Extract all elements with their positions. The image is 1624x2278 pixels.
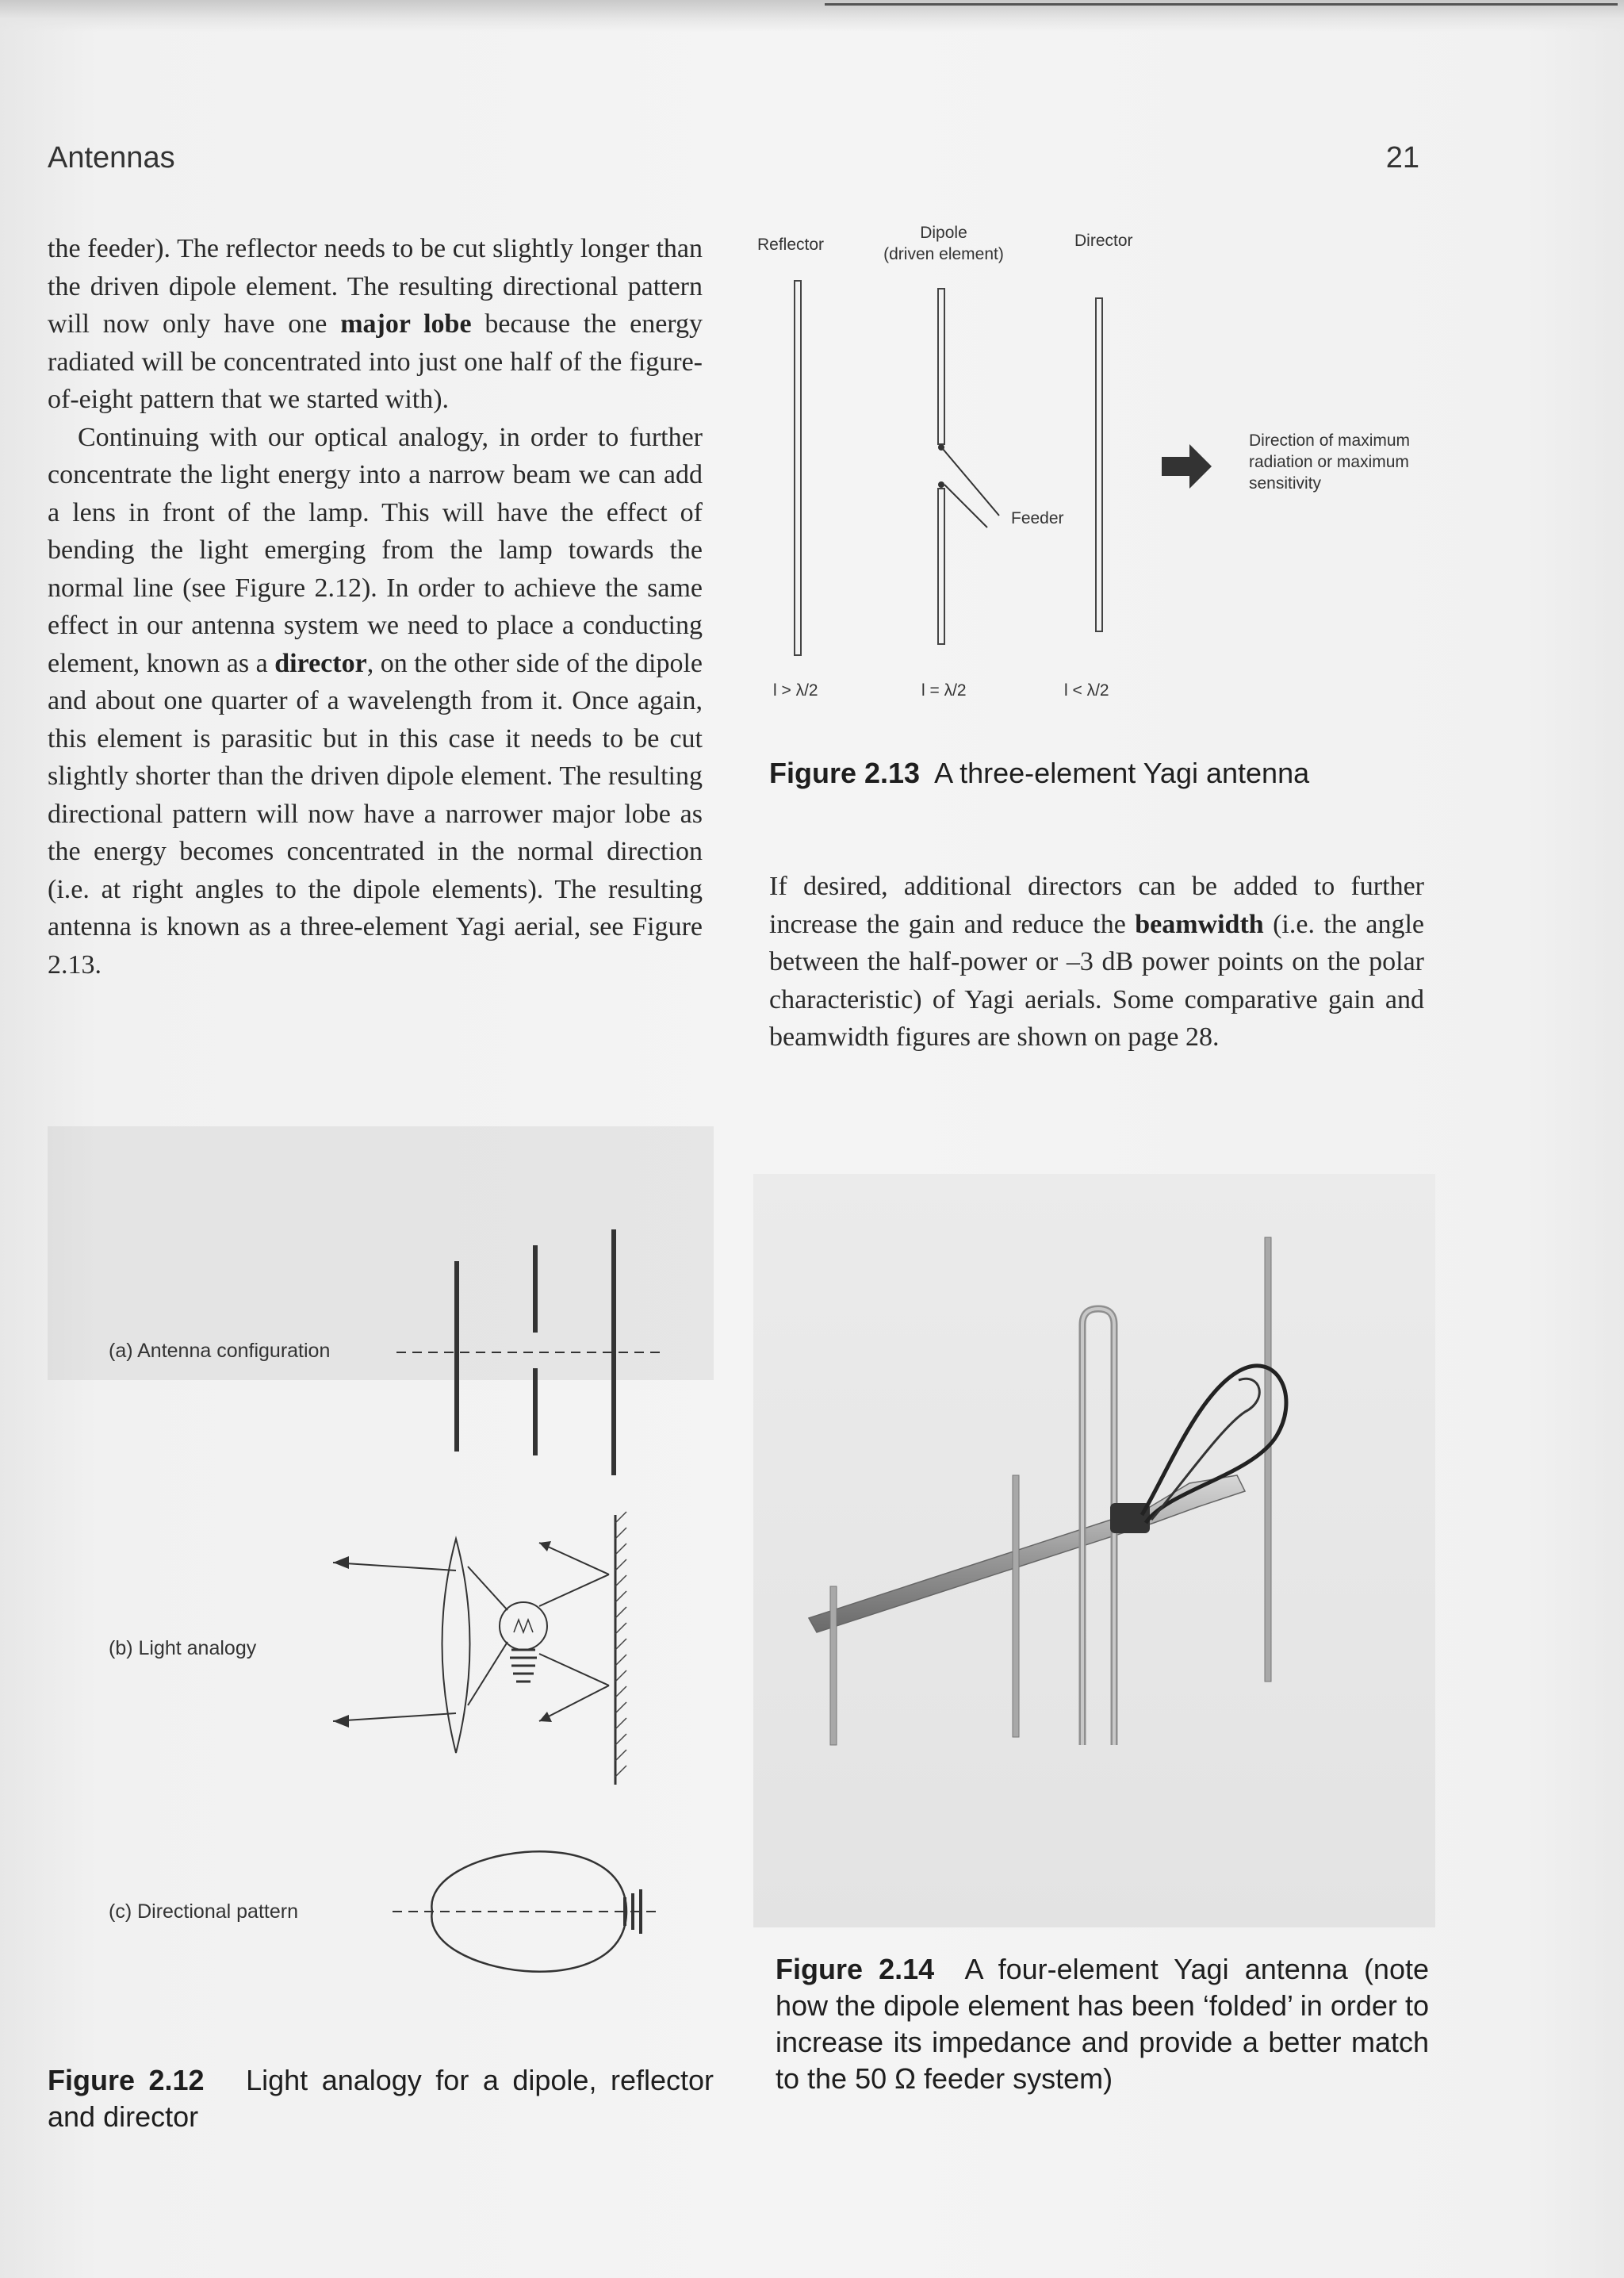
label-antenna-configuration: (a) Antenna configuration — [109, 1340, 331, 1362]
ray-out-2 — [333, 1713, 456, 1721]
paragraph-3: If desired, additional directors can be added to further increase the gain and reduce the beamwidth (i.e. the angle between the half-power or –3 dB power points on the polar characteristic) of Yagi aerials. Some comparative gain and beamwidth figures are shown on page 28. — [769, 872, 1424, 1052]
paragraph-2: Continuing with our optical analogy, in order to further concentrate the light energy into a narrow beam we can add a lens in front of the lamp. This will have the effect of bending the light emerging from the lamp towards the normal line (see Figure 2.12). In order to achieve the same effect in our antenna system we need to place a conducting element, known as a director, on the other side of the dipole and about one quarter of a wavelength from it. Once again, this element is parasitic but in this case it needs to be cut slightly shorter than the driven dipole element. The resulting directional pattern will now have a narrower major lobe as the energy becomes concentrated in the normal direction (i.e. at right angles to the dipole elements). The resulting antenna is known as a three-element Yagi aerial, see Figure 2.13. — [48, 422, 703, 980]
yagi-element-3 — [1265, 1237, 1271, 1682]
reflector-bar — [454, 1261, 459, 1452]
figure-2-14-caption-label: Figure 2.14 — [776, 1953, 935, 1985]
figure-2-13-caption-label: Figure 2.13 — [769, 757, 921, 789]
mirror-hatching — [615, 1512, 626, 1777]
page-number: 21 — [1385, 141, 1419, 174]
right-column-text — [769, 868, 1424, 1057]
lamp-base-icon — [510, 1650, 537, 1682]
figure-2-14-caption: Figure 2.14 A four-element Yagi antenna (note how the dipole element has been ‘folded’ in order to increase its impedance and provide a better match to the 50 Ω feeder system) — [776, 1953, 1438, 2095]
lens-icon — [442, 1539, 470, 1753]
pattern-director-mark — [639, 1889, 642, 1934]
figure-2-13-caption: Figure 2.13 A three-element Yagi antenna — [769, 757, 1310, 789]
term-major-lobe: major lobe — [340, 309, 472, 339]
pattern-dipole-mark — [631, 1893, 634, 1930]
direction-arrow-icon — [1162, 444, 1212, 489]
arrowhead-2 — [539, 1712, 552, 1722]
label-dipole: Dipole — [920, 224, 967, 242]
arrowhead-1 — [539, 1541, 551, 1551]
paragraph-1: the feeder). The reflector needs to be cut slightly longer than the driven dipole element. The resulting directional pattern will now only have one major lobe because the energy radiated will be concentrated into just one half of the figure-of-eight pattern that we started with). — [48, 234, 703, 414]
yagi-element-2 — [1013, 1475, 1019, 1737]
pattern-reflector-mark — [623, 1897, 626, 1926]
figure-2-14-photo — [753, 1174, 1435, 1927]
label-driven-element: (driven element) — [883, 245, 1004, 263]
director-bar — [611, 1229, 616, 1475]
arrowhead-4 — [333, 1715, 349, 1728]
label-light-analogy: (b) Light analogy — [109, 1637, 257, 1659]
dipole-upper-half — [938, 289, 944, 444]
direction-text-2: radiation or maximum — [1249, 453, 1409, 471]
ray-to-mirror-1 — [539, 1574, 609, 1606]
reflector-element — [795, 281, 801, 655]
label-feeder: Feeder — [1011, 509, 1064, 527]
length-dipole: l = λ/2 — [921, 681, 967, 700]
ray-out-1 — [333, 1563, 456, 1570]
figure-2-12-caption-label: Figure 2.12 — [48, 2064, 205, 2096]
lamp-filament-icon — [514, 1620, 533, 1632]
figure-2-13-diagram — [745, 214, 1459, 706]
length-director: l < λ/2 — [1064, 681, 1109, 700]
figure-2-12-caption: Figure 2.12 Light analogy for a dipole, reflector and director — [48, 2064, 722, 2133]
left-column-text — [48, 230, 703, 984]
direction-text-3: sensitivity — [1249, 474, 1322, 493]
yagi-photo-illustration — [753, 1174, 1435, 1927]
running-head: Antennas — [48, 141, 175, 174]
yagi-element-1 — [830, 1586, 837, 1745]
ray-to-lens-2 — [468, 1642, 508, 1705]
feed-point-lower — [938, 481, 944, 488]
feeder-line-1 — [943, 449, 999, 516]
ray-to-lens-1 — [468, 1567, 508, 1610]
term-beamwidth: beamwidth — [1135, 909, 1264, 939]
label-director: Director — [1074, 232, 1133, 250]
direction-text-1: Direction of maximum — [1249, 431, 1411, 450]
term-director: director — [274, 648, 367, 678]
feeder-line-2 — [944, 485, 987, 527]
figure-2-12-diagram — [79, 1214, 682, 2007]
label-reflector: Reflector — [757, 236, 825, 254]
ray-to-mirror-2 — [539, 1654, 609, 1685]
dipole-bar-upper — [533, 1245, 538, 1333]
director-element — [1096, 298, 1102, 631]
scan-top-rule — [825, 3, 1618, 6]
dipole-bar-lower — [533, 1368, 538, 1455]
dipole-lower-half — [938, 489, 944, 644]
ray-reflected-2 — [539, 1685, 609, 1721]
label-directional-pattern: (c) Directional pattern — [109, 1900, 298, 1923]
arrowhead-3 — [333, 1556, 349, 1569]
ray-reflected-1 — [539, 1543, 609, 1574]
length-reflector: l > λ/2 — [773, 681, 818, 700]
